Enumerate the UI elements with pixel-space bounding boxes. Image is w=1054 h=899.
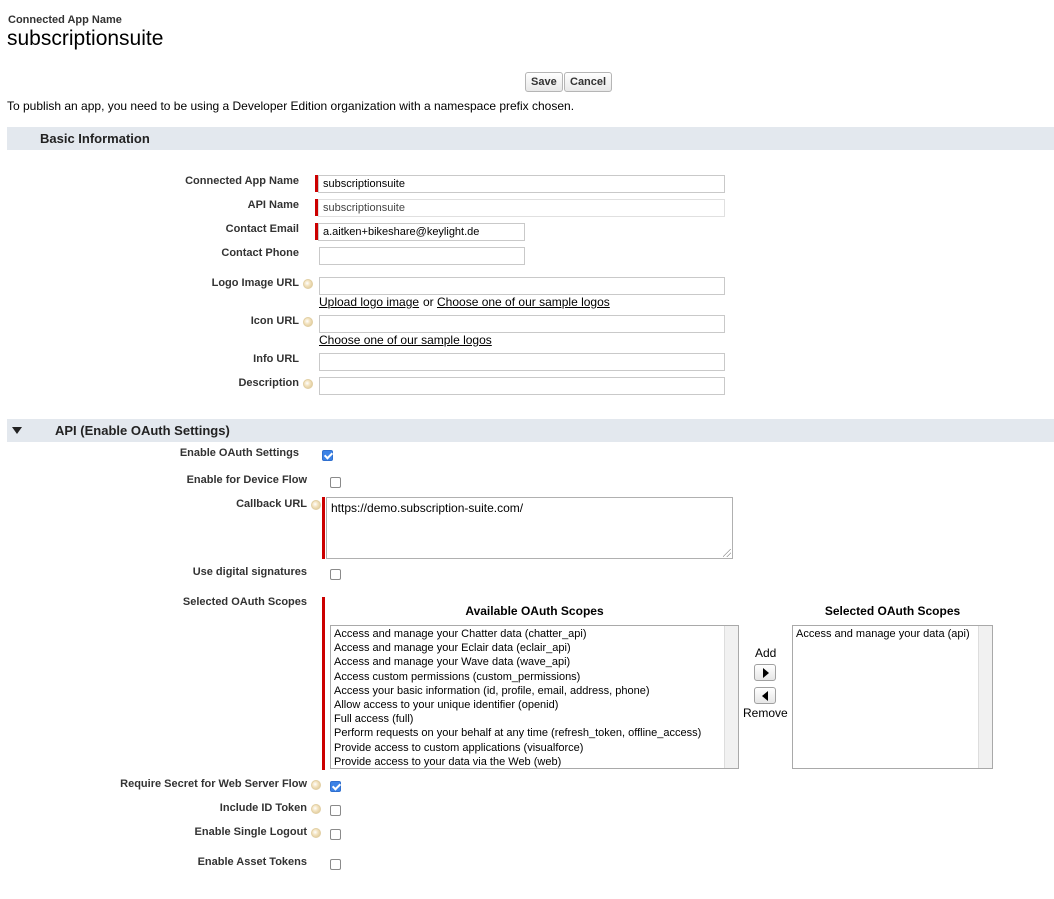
available-scopes-list[interactable] [330, 625, 739, 769]
api-name-input[interactable] [318, 199, 725, 217]
selected-scopes-title: Selected OAuth Scopes [824, 604, 961, 618]
sample-logos-link[interactable]: Choose one of our sample logos [437, 295, 610, 309]
resize-grip-icon[interactable] [723, 549, 731, 557]
scope-option[interactable]: Access and manage your Eclair data (eclair_api) [334, 642, 571, 655]
asset-tokens-checkbox[interactable] [330, 859, 341, 870]
scope-option[interactable]: Access and manage your Chatter data (chatter_api) [334, 628, 587, 640]
logo-url-label: Logo Image URL [211, 277, 299, 289]
selected-scopes-list[interactable] [792, 625, 993, 769]
api-name-label: API Name [247, 199, 299, 211]
device-flow-label: Enable for Device Flow [186, 474, 307, 486]
enable-oauth-checkbox[interactable] [322, 450, 333, 461]
help-icon[interactable] [311, 804, 321, 814]
help-icon[interactable] [303, 379, 313, 389]
scope-option[interactable]: Access and manage your Wave data (wave_api) [334, 656, 571, 669]
single-logout-label: Enable Single Logout [194, 826, 307, 838]
scope-option[interactable]: Access and manage your data (api) [796, 628, 970, 640]
scope-option[interactable]: Allow access to your unique identifier (openid) [334, 698, 559, 711]
section-title: API (Enable OAuth Settings) [55, 423, 230, 438]
icon-sample-logos-link[interactable]: Choose one of our sample logos [319, 333, 492, 347]
help-icon[interactable] [311, 780, 321, 790]
help-icon[interactable] [311, 828, 321, 838]
require-secret-checkbox[interactable] [330, 781, 341, 792]
contact-email-label: Contact Email [225, 223, 299, 235]
icon-url-input[interactable] [319, 315, 725, 333]
scope-option[interactable]: Access custom permissions (custom_permissions) [334, 670, 581, 683]
enable-oauth-label: Enable OAuth Settings [179, 447, 299, 459]
scrollbar[interactable] [724, 626, 738, 768]
contact-phone-input[interactable] [319, 247, 525, 265]
add-label: Add [755, 646, 777, 660]
device-flow-checkbox[interactable] [330, 477, 341, 488]
scope-option[interactable]: Full access (full) [334, 713, 414, 726]
include-id-token-checkbox[interactable] [330, 805, 341, 816]
cancel-button[interactable]: Cancel [564, 72, 612, 92]
icon-url-label: Icon URL [250, 315, 299, 327]
save-button[interactable]: Save [525, 72, 563, 92]
or-text: or [423, 295, 434, 309]
section-basic-information [7, 127, 1054, 150]
callback-url-value: https://demo.subscription-suite.com/ [331, 501, 524, 515]
available-scopes-title: Available OAuth Scopes [465, 604, 604, 618]
scope-option[interactable]: Perform requests on your behalf at any time (refresh_token, offline_access) [334, 727, 702, 740]
asset-tokens-label: Enable Asset Tokens [197, 856, 307, 868]
collapse-triangle-icon[interactable] [12, 427, 22, 434]
required-indicator [322, 597, 325, 770]
add-scope-button[interactable] [754, 664, 776, 681]
help-icon[interactable] [303, 317, 313, 327]
connected-app-name-input[interactable] [318, 175, 725, 193]
include-id-token-label: Include ID Token [219, 802, 307, 814]
scope-option[interactable]: Provide access to custom applications (visualforce) [334, 741, 584, 754]
callback-url-textarea[interactable] [326, 497, 733, 559]
info-url-input[interactable] [319, 353, 725, 371]
description-label: Description [238, 377, 299, 389]
section-oauth-settings[interactable] [7, 419, 1054, 442]
logo-url-input[interactable] [319, 277, 725, 295]
callback-url-label: Callback URL [236, 498, 307, 510]
digital-signatures-checkbox[interactable] [330, 569, 341, 580]
publish-notice: To publish an app, you need to be using a Developer Edition organization with a namespace prefix chosen. [7, 99, 575, 113]
remove-label: Remove [743, 706, 788, 720]
single-logout-checkbox[interactable] [330, 829, 341, 840]
require-secret-label: Require Secret for Web Server Flow [120, 778, 307, 790]
info-url-label: Info URL [253, 353, 299, 365]
connected-app-name-label: Connected App Name [185, 175, 299, 187]
required-indicator [322, 497, 325, 559]
contact-email-input[interactable] [318, 223, 525, 241]
scope-option[interactable]: Provide access to your data via the Web (web) [334, 755, 562, 768]
help-icon[interactable] [303, 279, 313, 289]
page-title: subscriptionsuite [7, 27, 164, 50]
upload-logo-link[interactable]: Upload logo image [319, 295, 420, 309]
oauth-scopes-label: Selected OAuth Scopes [182, 596, 307, 608]
section-title: Basic Information [40, 131, 150, 146]
page-subtitle: Connected App Name [8, 14, 122, 26]
help-icon[interactable] [311, 500, 321, 510]
scope-option[interactable]: Access your basic information (id, profile, email, address, phone) [334, 684, 650, 697]
description-input[interactable] [319, 377, 725, 395]
scrollbar[interactable] [978, 626, 992, 768]
digital-signatures-label: Use digital signatures [192, 566, 307, 578]
contact-phone-label: Contact Phone [221, 247, 299, 259]
remove-scope-button[interactable] [754, 687, 776, 704]
